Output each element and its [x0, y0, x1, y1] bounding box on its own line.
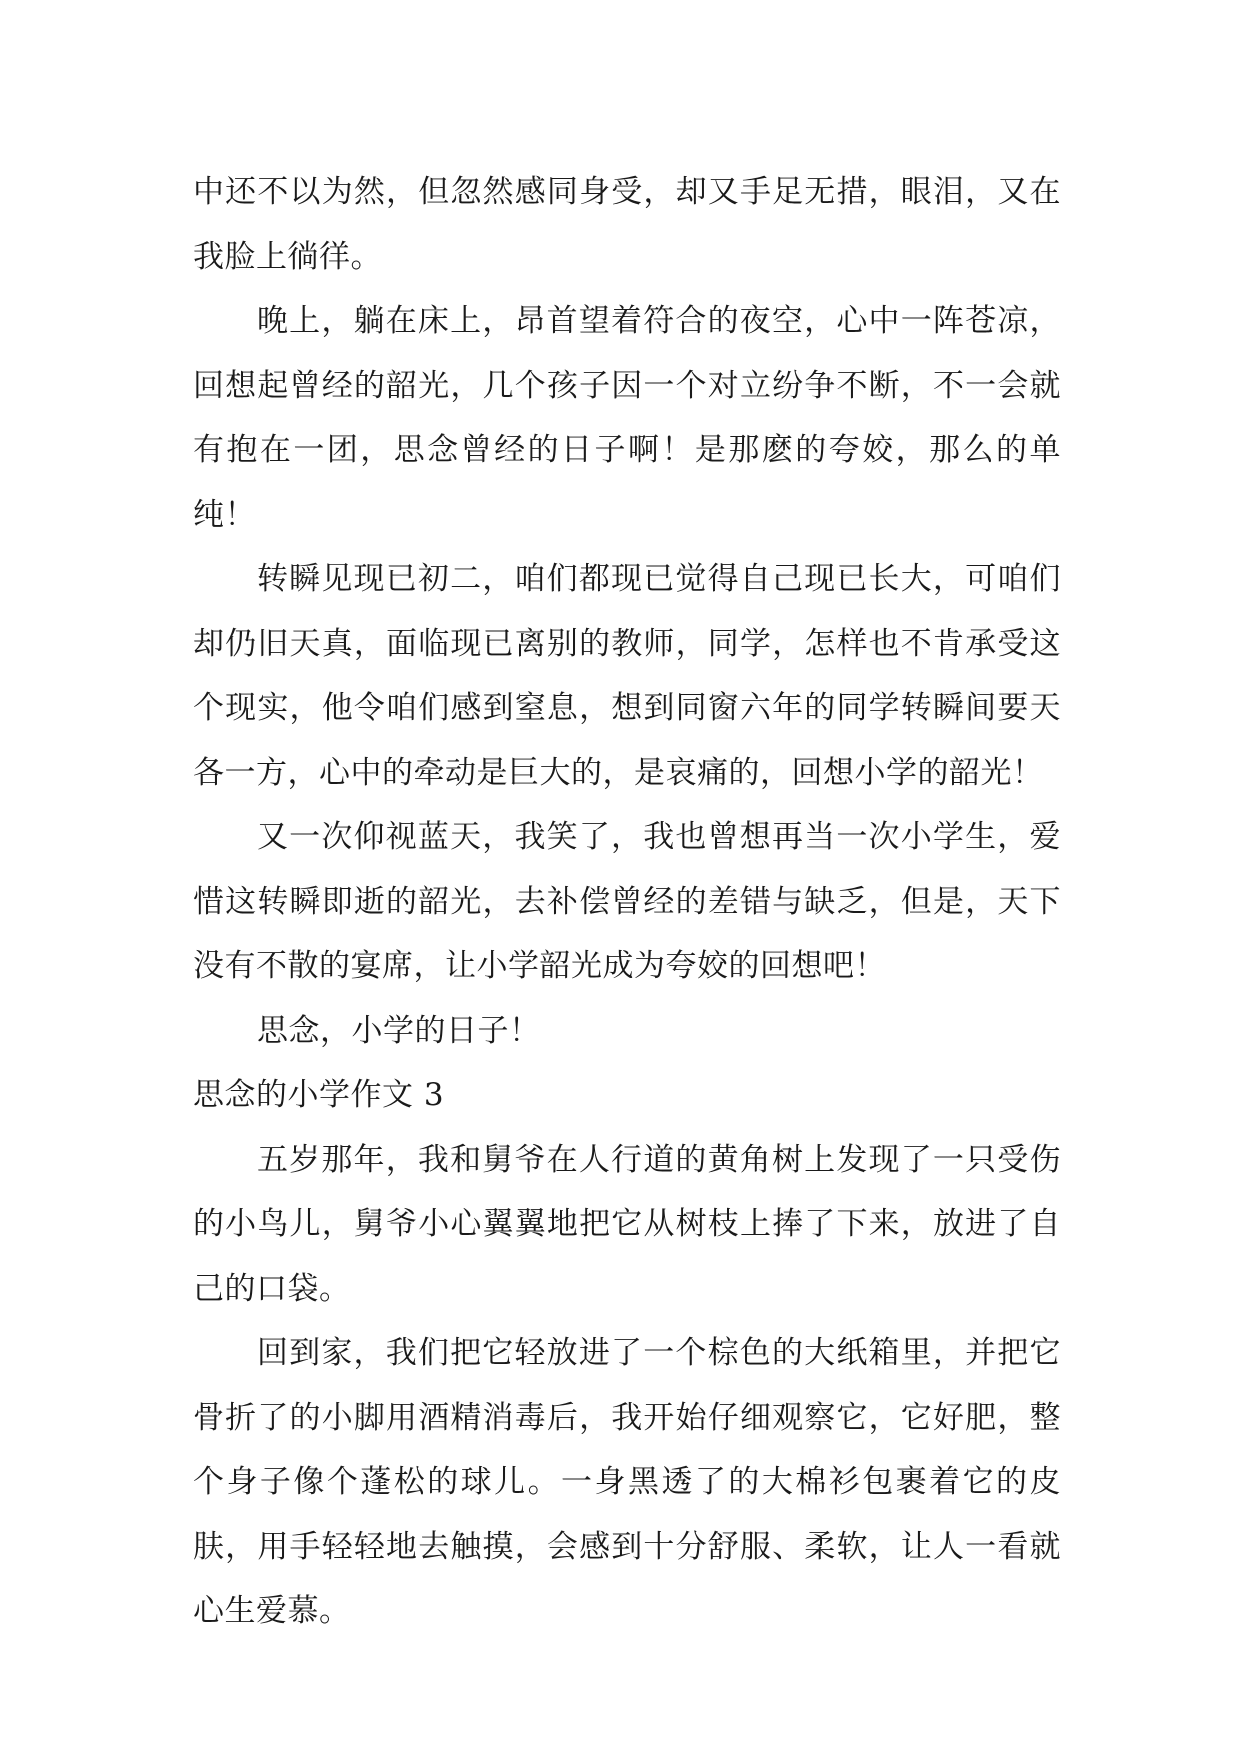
paragraph-2: 晚上，躺在床上，昂首望着符合的夜空，心中一阵苍凉，回想起曾经的韶光，几个孩子因一个对立纷争不断，不一会就有抱在一团，思念曾经的日子啊！是那麽的夸姣，那么的单纯！: [193, 303, 1061, 533]
paragraph-3: 转瞬见现已初二，咱们都现已觉得自己现已长大，可咱们却仍旧天真，面临现已离别的教师，同学，怎样也不肯承受这个现实，他令咱们感到窒息，想到同窗六年的同学转瞬间要天各一方，心中的牵动是巨大的，是哀痛的，回想小学的韶光！: [193, 561, 1061, 791]
paragraph-1: 中还不以为然，但忽然感同身受，却又手足无措，眼泪，又在我脸上徜徉。: [193, 174, 1061, 275]
paragraph-6: 五岁那年，我和舅爷在人行道的黄角树上发现了一只受伤的小鸟儿，舅爷小心翼翼地把它从树枝上捧了下来，放进了自己的口袋。: [193, 1141, 1061, 1307]
section-heading: 思念的小学作文 3: [193, 1077, 445, 1113]
paragraph-5: 思念，小学的日子！: [257, 1012, 541, 1049]
paragraph-7: 回到家，我们把它轻放进了一个棕色的大纸箱里，并把它骨折了的小脚用酒精消毒后，我开始仔细观察它，它好肥，整个身子像个蓬松的球儿。一身黑透了的大棉衫包裹着它的皮肤，用手轻轻地去触摸，会感到十分舒服、柔软，让人一看就心生爱慕。: [193, 1335, 1061, 1629]
paragraph-4: 又一次仰视蓝天，我笑了，我也曾想再当一次小学生，爱惜这转瞬即逝的韶光，去补偿曾经的差错与缺乏，但是，天下没有不散的宴席，让小学韶光成为夸姣的回想吧！: [193, 819, 1061, 984]
document-body: [193, 160, 1061, 1644]
